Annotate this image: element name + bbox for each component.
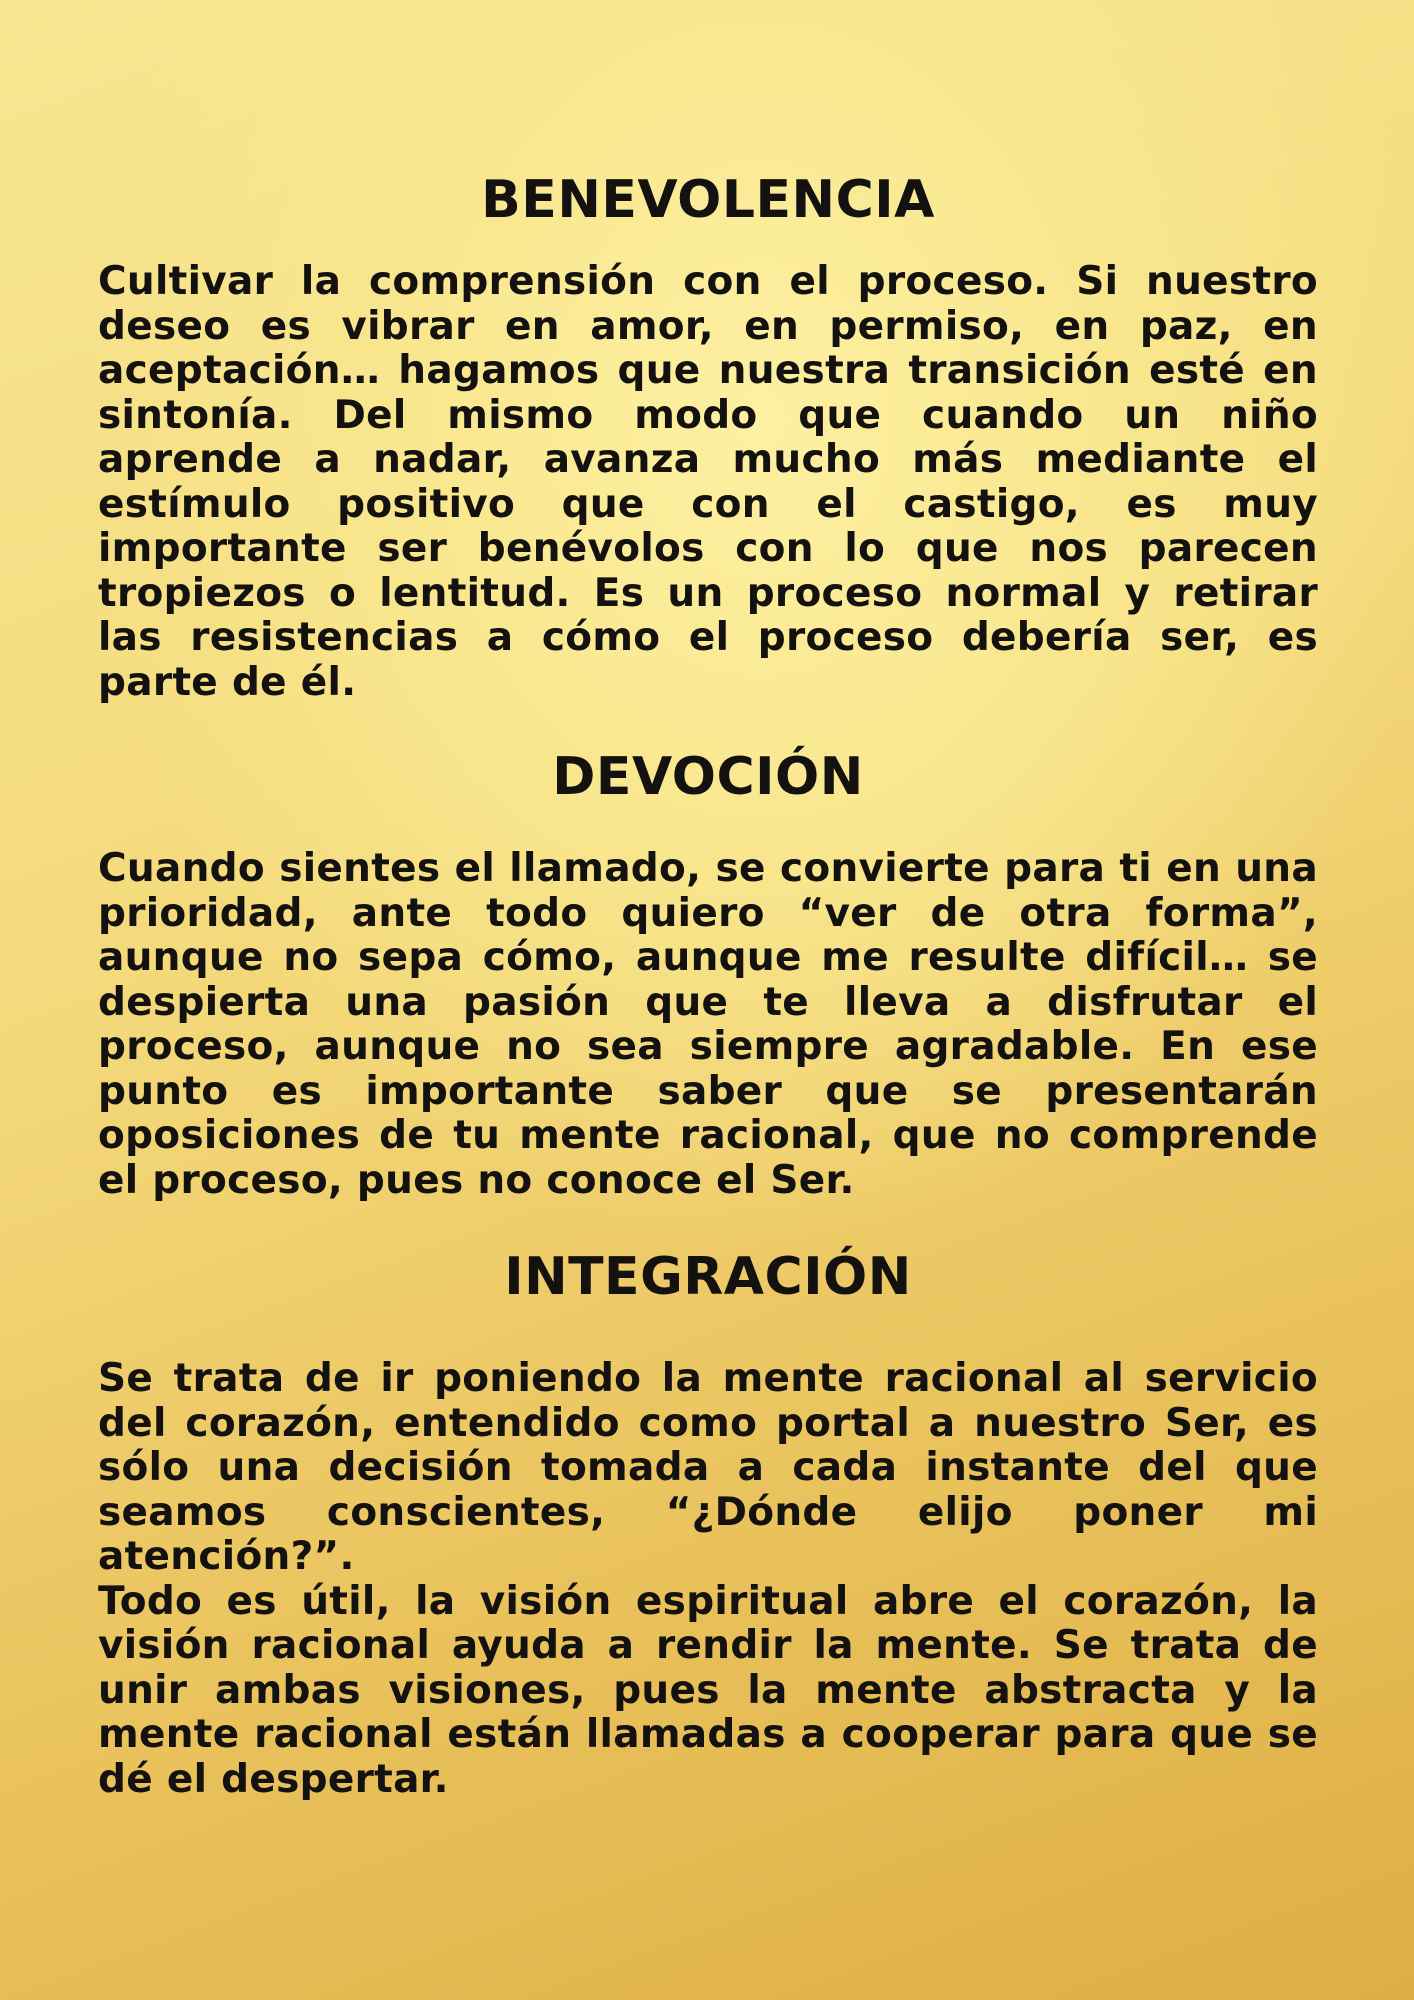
section-title-devocion: DEVOCIÓN [552,747,864,807]
section-body-integracion [98,1357,1318,1802]
section-title-benevolencia: BENEVOLENCIA [481,170,935,230]
paragraph: Cultivar la comprensión con el proceso. Si nuestro deseo es vibrar en amor, en permiso, en paz, en aceptación… hagamos que nuestra transición esté en sintonía. Del mismo modo que cuando un niño aprende a nadar, avanza mucho más mediante el estímulo positivo que con el castigo, es muy importante ser benévolos con lo que nos parecen tropiezos o lentitud. Es un proceso normal y retirar las resistencias a cómo el proceso debería ser, es parte de él. [98,259,1318,705]
paragraph: Se trata de ir poniendo la mente racional al servicio del corazón, entendido como portal a nuestro Ser, es sólo una decisión tomada a cada instante del que seamos conscientes, “¿Dónde elijo poner mi atención?”. [98,1356,1318,1579]
document-page [98,170,1318,1802]
paragraph: Cuando sientes el llamado, se convierte para ti en una prioridad, ante todo quiero “ver de otra forma”, aunque no sepa cómo, aunque me resulte difícil… se despierta una pasión que te lleva a disfrutar el proceso, aunque no sea siempre agradable. En ese punto es importante saber que se presentarán oposiciones de tu mente racional, que no comprende el proceso, pues no conoce el Ser. [98,846,1318,1203]
section-title-integracion: INTEGRACIÓN [504,1247,912,1307]
section-body-devocion [98,847,1318,1203]
paragraph: Todo es útil, la visión espiritual abre el corazón, la visión racional ayuda a rendir la mente. Se trata de unir ambas visiones, pues la mente abstracta y la mente racional están llamadas a cooperar para que se dé el despertar. [98,1578,1318,1802]
section-body-benevolencia [98,260,1318,705]
